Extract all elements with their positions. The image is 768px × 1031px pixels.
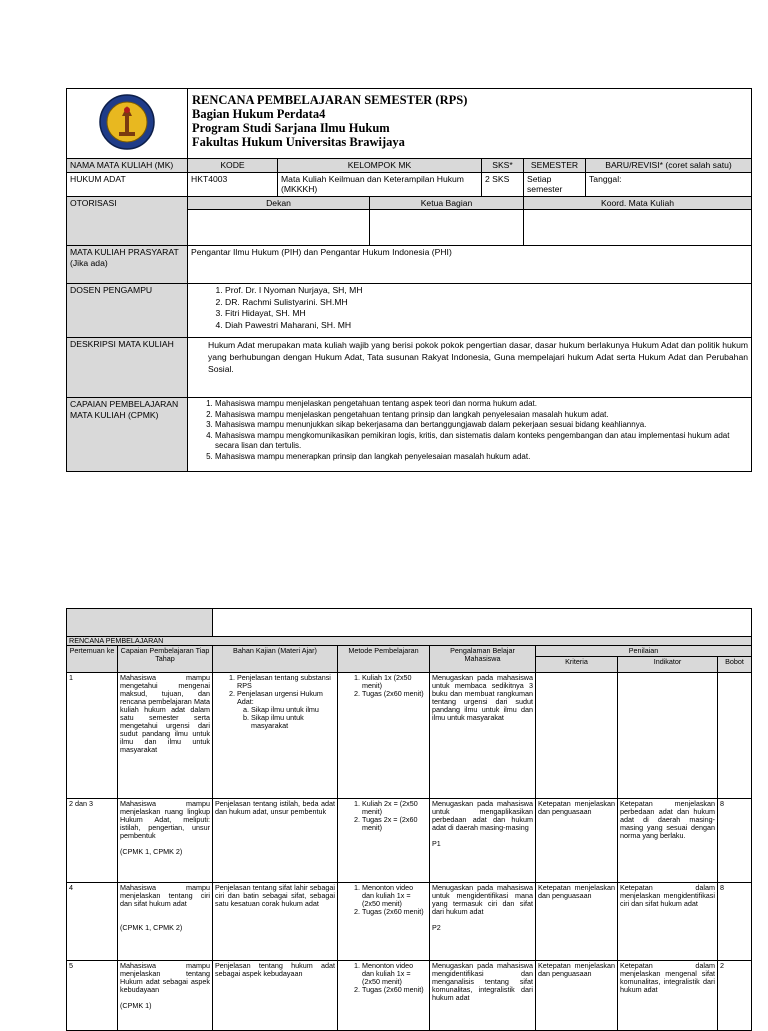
header-title xyxy=(188,89,752,159)
bahan-sub-item: a. Sikap ilmu untuk ilmu xyxy=(251,706,335,714)
course-kelompok: Mata Kuliah Keilmuan dan Keterampilan Hukum (MKKKH) xyxy=(278,172,482,196)
row-pengalaman xyxy=(430,883,536,961)
row-indikator: Ketepatan menjelaskan perbedaan adat dan hukum adat di daerah masing-masing yang sesuai dengan norma yang berlaku. xyxy=(618,799,718,883)
otorisasi-label: OTORISASI xyxy=(67,196,188,246)
metode-item: 1. Kuliah 1x (2x50 menit) xyxy=(362,674,427,690)
dosen-item: 2. DR. Rachmi Sulistyarini. SH.MH xyxy=(225,297,748,309)
row-bahan xyxy=(213,673,338,799)
row-capaian xyxy=(118,799,213,883)
header-line-2: Bagian Hukum Perdata4 xyxy=(192,107,326,121)
row-no: 2 dan 3 xyxy=(67,799,118,883)
dosen-label: DOSEN PENGAMPU xyxy=(67,284,188,338)
h-pertemuan: Pertemuan ke xyxy=(67,646,118,673)
sign-koord xyxy=(524,210,752,246)
row-bobot: 8 xyxy=(718,799,752,883)
row-p: P1 xyxy=(432,839,441,848)
h-pengalaman: Pengalaman Belajar Mahasiswa xyxy=(430,646,536,673)
metode-item: 1. Menonton video dan kuliah 1x = (2x50 menit) xyxy=(362,962,427,986)
row-indikator: Ketepatan dalam menjelaskan mengidentifikasi ciri dan sifat hukum adat xyxy=(618,883,718,961)
bahan-item: 1. Penjelasan tentang substansi RPS xyxy=(237,674,335,690)
cpmk-item: 1. Mahasiswa mampu menjelaskan pengetahuan tentang aspek teori dan norma hukum adat. xyxy=(215,399,748,410)
dosen-item: 4. Diah Pawestri Maharani, SH. MH xyxy=(225,320,748,332)
plan-table xyxy=(66,608,752,1031)
table-row xyxy=(67,673,752,799)
plan-title: RENCANA PEMBELAJARAN xyxy=(67,637,752,646)
metode-item: 2. Tugas (2x60 menit) xyxy=(362,690,427,698)
prasyarat-value: Pengantar Ilmu Hukum (PIH) dan Pengantar Hukum Indonesia (PHI) xyxy=(188,246,752,284)
row-pengalaman-text: Menugaskan pada mahasiswa untuk mengidentifikasi mana yang termasuk ciri dan sifat dari hukum adat xyxy=(432,883,533,916)
course-nama: HUKUM ADAT xyxy=(67,172,188,196)
row-capaian-text: Mahasiswa mampu menjelaskan ruang lingkup Hukum Adat, meliputi: istilah, pengertian, unsur pembentuk xyxy=(120,799,210,840)
row-bahan: Penjelasan tentang sifat lahir sebagai ciri dan batin sebagai sifat, sebagai satu kesatuan corak hukum adat xyxy=(213,883,338,961)
otorisasi-ketua: Ketua Bagian xyxy=(370,196,524,210)
row-metode xyxy=(338,799,430,883)
header-line-1: RENCANA PEMBELAJARAN SEMESTER (RPS) xyxy=(192,93,468,107)
row-metode xyxy=(338,961,430,1031)
row-bobot: 2 xyxy=(718,961,752,1031)
cpmk-label: CAPAIAN PEMBELAJARAN MATA KULIAH (CPMK) xyxy=(67,398,188,472)
col-baru: BARU/REVISI* (coret salah satu) xyxy=(586,159,752,173)
h-penilaian: Penilaian xyxy=(536,646,752,657)
table-row xyxy=(67,883,752,961)
row-capaian-text: Mahasiswa mampu menjelaskan tentang ciri dan sifat hukum adat xyxy=(120,883,210,908)
otorisasi-koord: Koord. Mata Kuliah xyxy=(524,196,752,210)
col-kode: KODE xyxy=(188,159,278,173)
row-metode xyxy=(338,673,430,799)
table-row xyxy=(67,961,752,1031)
col-sks: SKS* xyxy=(482,159,524,173)
deskripsi-text: Hukum Adat merupakan mata kuliah wajib yang berisi pokok pokok pengertian dasar, dasar hukum berlakunya Hukum Adat dan politik hukum yang berhubungan dengan Hukum Adat, Tata susunan Rakyat Indonesia, Guna mempelajari hukum Adat serta Hukum Adat dan Perubahan Sosial. xyxy=(188,338,752,398)
col-nama: NAMA MATA KULIAH (MK) xyxy=(67,159,188,173)
h-indikator: Indikator xyxy=(618,657,718,673)
row-kriteria xyxy=(536,673,618,799)
h-bahan: Bahan Kajian (Materi Ajar) xyxy=(213,646,338,673)
row-cpmk: (CPMK 1, CPMK 2) xyxy=(120,847,183,856)
plan-title-cell xyxy=(213,609,752,637)
row-metode xyxy=(338,883,430,961)
sign-dekan xyxy=(188,210,370,246)
cpmk-list xyxy=(188,398,752,472)
dosen-item: 3. Fitri Hidayat, SH. MH xyxy=(225,308,748,320)
cpmk-item: 3. Mahasiswa mampu menunjukkan sikap bekerjasama dan bertanggungjawab dalam pekerjaan sesuai bidang keahliannya. xyxy=(215,420,748,431)
row-bobot xyxy=(718,673,752,799)
otorisasi-dekan: Dekan xyxy=(188,196,370,210)
row-kriteria: Ketepatan menjelaskan dan penguasaan xyxy=(536,883,618,961)
row-capaian: Mahasiswa mampu mengetahui mengenai maksud, tujuan, dan rencana pembelajaran Mata kuliah hukum adat dalam satu semester serta mengetahui urgensi dari sudut pandang ilmu untuk ilmu dan ilmu untuk masyarakat xyxy=(118,673,213,799)
row-pengalaman-text: Menugaskan pada mahasiswa untuk mengaplikasikan perbedaan adat dan hukum adat di daerah masing-masing xyxy=(432,799,533,832)
col-semester: SEMESTER xyxy=(524,159,586,173)
university-logo xyxy=(99,94,155,150)
row-pengalaman xyxy=(430,799,536,883)
h-kriteria: Kriteria xyxy=(536,657,618,673)
rps-table xyxy=(66,88,752,472)
metode-item: 2. Tugas (2x60 menit) xyxy=(362,908,427,916)
row-capaian xyxy=(118,961,213,1031)
metode-item: 2. Tugas 2x = (2x60 menit) xyxy=(362,816,427,832)
header-line-4: Fakultas Hukum Universitas Brawijaya xyxy=(192,135,405,149)
bahan-item xyxy=(237,690,335,730)
row-indikator: Ketepatan dalam menjelaskan mengenal sifat komunalitas, integralistik dari hukum adat xyxy=(618,961,718,1031)
course-semester: Setiap semester xyxy=(524,172,586,196)
course-sks: 2 SKS xyxy=(482,172,524,196)
row-bahan: Penjelasan tentang hukum adat sebagai aspek kebudayaan xyxy=(213,961,338,1031)
row-no: 4 xyxy=(67,883,118,961)
deskripsi-label: DESKRIPSI MATA KULIAH xyxy=(67,338,188,398)
h-metode: Metode Pembelajaran xyxy=(338,646,430,673)
metode-item: 2. Tugas (2x60 menit) xyxy=(362,986,427,994)
row-kriteria: Ketepatan menjelaskan dan penguasaan xyxy=(536,961,618,1031)
row-bobot: 8 xyxy=(718,883,752,961)
row-cpmk: (CPMK 1, CPMK 2) xyxy=(120,923,183,932)
metode-item: 1. Menonton video dan kuliah 1x = (2x50 menit) xyxy=(362,884,427,908)
course-tanggal: Tanggal: xyxy=(586,172,752,196)
bahan-sub-item: b. Sikap ilmu untuk masyarakat xyxy=(251,714,335,730)
prasyarat-label: MATA KULIAH PRASYARAT (Jika ada) xyxy=(67,246,188,284)
logo-cell xyxy=(67,89,188,159)
plan-logo-cell xyxy=(67,609,213,637)
h-capaian: Capaian Pembelajaran Tiap Tahap xyxy=(118,646,213,673)
metode-item: 1. Kuliah 2x = (2x50 menit) xyxy=(362,800,427,816)
row-bahan: Penjelasan tentang istilah, beda adat dan hukum adat, unsur pembentuk xyxy=(213,799,338,883)
sign-ketua xyxy=(370,210,524,246)
table-row xyxy=(67,799,752,883)
col-kelompok: KELOMPOK MK xyxy=(278,159,482,173)
dosen-item: 1. Prof. Dr. I Nyoman Nurjaya, SH, MH xyxy=(225,285,748,297)
bahan-item-text: Penjelasan urgensi Hukum Adat: xyxy=(237,689,323,706)
course-kode: HKT4003 xyxy=(188,172,278,196)
row-pengalaman: Menugaskan pada mahasiswa untuk membaca sedikitnya 3 buku dan membuat rangkuman tentang urgensi dari sudut pandang ilmu untuk ilmu dan ilmu untuk masyarakat xyxy=(430,673,536,799)
row-capaian xyxy=(118,883,213,961)
header-line-3: Program Studi Sarjana Ilmu Hukum xyxy=(192,121,390,135)
h-bobot: Bobot xyxy=(718,657,752,673)
row-pengalaman: Menugaskan pada mahasiswa mengidentifikasi dan menganalisis tentang sifat komunalitas, integralistik dari hukum adat xyxy=(430,961,536,1031)
cpmk-item: 2. Mahasiswa mampu menjelaskan pengetahuan tentang prinsip dan langkah penyelesaian masalah hukum adat. xyxy=(215,410,748,421)
dosen-list xyxy=(188,284,752,338)
row-p: P2 xyxy=(432,923,441,932)
row-indikator xyxy=(618,673,718,799)
row-no: 1 xyxy=(67,673,118,799)
cpmk-item: 5. Mahasiswa mampu menerapkan prinsip dan langkah penyelesaian masalah hukum adat. xyxy=(215,452,748,463)
row-capaian-text: Mahasiswa mampu menjelaskan tentang Hukum adat sebagai aspek kebudayaan xyxy=(120,961,210,994)
row-cpmk: (CPMK 1) xyxy=(120,1001,152,1010)
row-kriteria: Ketepatan menjelaskan dan penguasaan xyxy=(536,799,618,883)
row-no: 5 xyxy=(67,961,118,1031)
cpmk-item: 4. Mahasiswa mampu mengkomunikasikan pemikiran logis, kritis, dan sistematis dalam konteks pengembangan dan atau implementasi hukum adat secara lisan dan tertulis. xyxy=(215,431,748,452)
